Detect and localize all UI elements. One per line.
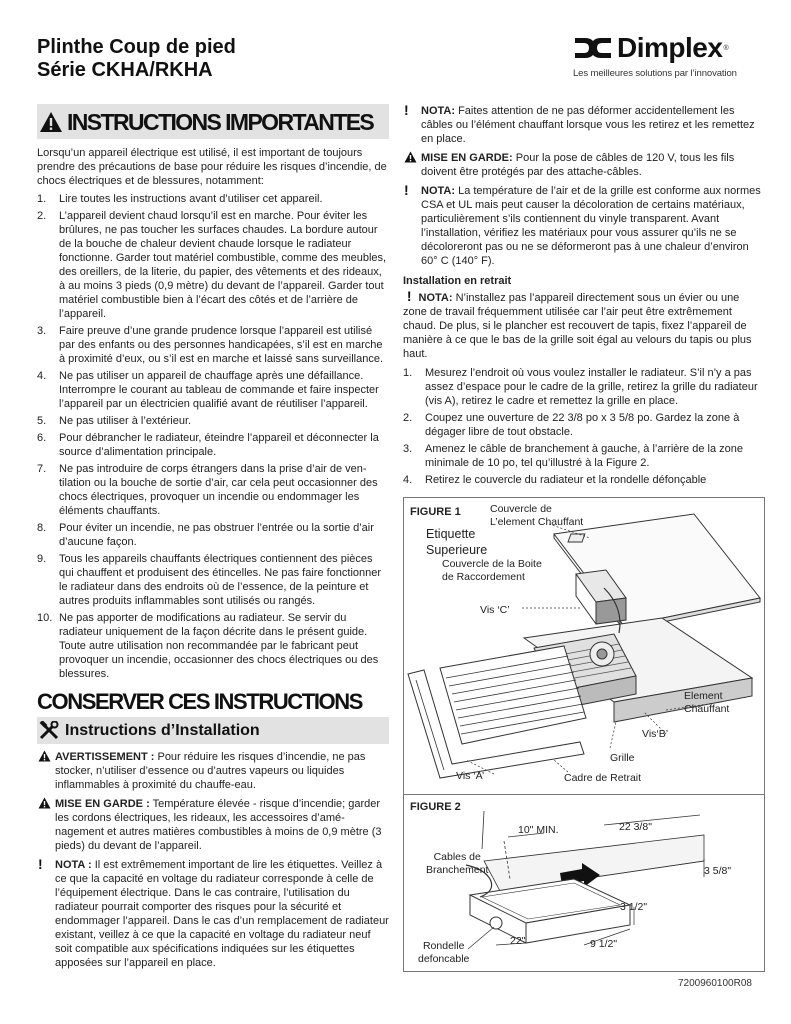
label-top-tag [426,526,487,558]
label-line: Etiquette [426,527,476,541]
list-item [37,552,389,608]
item-number: 9. [37,553,47,565]
item-text: Pour débrancher le radiateur, éteindre l’appareil et déconnecter la source d’alimentation principale. [59,432,379,458]
item-text: L’appareil devient chaud lorsqu’il est en marche. Pour éviter les brûlures, ne pas toucher les surfaces chaudes. La bordure autour de la bouche de chaleur devient chaude lorsque le radiateur fonctionne. Garder tout matériel combustible, comme des meubles, des oreillers, de la literie, du papier, des vêtements et des rideaux, à au moins 3 pieds (0,9 mètre) du devant de l’appareil. Garder tout matériel combustible bien à l’écart des côtés et de l’arrière de l’appareil. [59,210,387,320]
step-text: Retirez le couvercle du radiateur et la rondelle défonçable [425,474,707,486]
figure-2-title: FIGURE 2 [410,801,461,813]
brand-name: Dimplex [617,32,723,63]
recess-heading: Installation en retrait [403,275,512,287]
item-text: Ne pas apporter de modifications au radiateur. Se servir du radiateur uniquement de la façon décrite dans le présent guide. Toute autre utilisation non recommandée par le fabricant peut provoquer un incendie, occasionner des chocs électriques ou des blessures. [59,612,379,680]
dimplex-logo-icon [573,35,613,61]
item-text: Ne pas utiliser un appareil de chauffage après une défaillance. Interrompre le courant au tableau de commande et faire inspecter l’appareil par un électricien qualifié avant de réutiliser l’appareil. [59,370,379,410]
label-washer [418,940,469,966]
label-recess-frame: Cadre de Retrait [564,772,642,784]
nota-label: NOTA: [421,105,456,117]
label-screw-a: Vis ‘A’ [456,770,485,782]
item-number: 6. [37,432,47,444]
step-number: 3. [403,443,413,455]
right-column [403,104,765,490]
label-line: Chauffant [684,703,730,715]
intro-paragraph: Lorsqu’un appareil électrique est utilisé, il est important de toujours prendre des précautions de base pour réduire les risques d’incendie, de chocs électriques et de blessures, notamment: [37,147,387,187]
safety-list [37,192,389,681]
label-line: Couvercle de [490,503,552,515]
dim-height: 3 5/8" [704,865,732,877]
label-line: Superieure [426,543,488,557]
item-text: Ne pas introduire de corps étrangers dans la prise d’air de ventilation ou la bouche de sortie d’air, car cela peut occasionner des chocs électriques, provoquer un incendie ou endommager les éléments chauffants. [59,463,378,517]
item-number: 2. [37,210,47,222]
list-item [37,192,389,206]
item-text: Ne pas utiliser à l’extérieur. [59,415,192,427]
nota-text: La température de l’air et de la grille est conforme aux normes CSA et UL mais peut causer la décoloration de certains matériaux, particulièrement s’ils contiennent du vinyle transparent. Avant l’installation, vérifiez les matériaux pour vous assurer qu’ils ne se décoloreront pas ou ne se déformeront pas à une chaleur d’environ 60° C (140° F). [421,185,761,267]
label-heating-element [684,690,729,716]
item-number: 8. [37,522,47,534]
dim-min: 10" MIN. [518,824,559,836]
step-number: 1. [403,367,413,379]
dim-bottom: 22" [510,935,526,947]
figure-2 [403,794,765,972]
label-line: Rondelle [422,940,465,952]
step-text: Mesurez l’endroit où vous voulez installer le radiateur. S’il n’y a pas assez d’espace pour le cadre de la grille, retirez la grille du radiateur (vis A), retirez le cadre et remettez la grille en place. [425,367,758,407]
list-item [37,431,389,459]
list-item [37,462,389,518]
warning-label: AVERTISSEMENT : [55,751,155,763]
label-line: Cables de [433,851,481,863]
exclamation-icon: ! [403,288,416,304]
warning-triangle-icon [38,797,51,809]
label-line: Couvercle de la Boite [442,558,542,570]
item-text: Faire preuve d’une grande prudence lorsque l’appareil est utilisé par des enfants ou des personnes handicapées, s’il est en marche à proximité d’eux, ou s’il est en marche et laissé sans surveillance. [59,325,384,365]
label-screw-b: Vis‘B’ [642,728,669,740]
installation-heading: Instructions d’Installation [65,721,260,739]
important-instructions-banner [37,104,389,139]
figure-1 [403,497,765,798]
item-text: Lire toutes les instructions avant d’utiliser cet appareil. [59,193,323,205]
brand-tagline: Les meilleures solutions par l’innovation [573,68,737,79]
install-steps [403,366,765,487]
nota-note [403,184,765,268]
dim-depth: 9 1/2" [590,938,618,950]
nota-label: NOTA: [418,292,453,304]
item-number: 3. [37,325,47,337]
conserve-heading: CONSERVER CES INSTRUCTIONS [37,689,363,714]
nota-text: N’installez pas l’appareil directement sous un évier ou une zone de travail fréquemment utilisée car l’air peut être extrêmement chaud. De plus, si le plancher est recouvert de tapis, fixez l’appareil de manière à ce que le bas de la grille soit égal au velours du tapis ou plus haut. [403,292,752,360]
list-item [403,366,765,408]
list-item [37,611,389,681]
title-line-1: Plinthe Coup de pied [37,36,236,58]
caution-label: MISE EN GARDE: [421,152,513,164]
list-item [37,369,389,411]
left-column [37,104,389,975]
document-title [37,36,236,82]
caution-note [37,797,389,853]
document-number: 7200960100R08 [678,978,752,989]
step-text: Coupez une ouverture de 22 3/8 po x 3 5/8 po. Gardez la zone à dégager libre de tout obstacle. [425,412,740,438]
nota-label: NOTA : [55,859,92,871]
label-screw-c: Vis ‘C’ [480,604,510,616]
warning-triangle-icon [38,750,51,762]
brand-registered-mark: ® [723,44,729,52]
title-line-2: Série CKHA/RKHA [37,59,213,81]
warning-triangle-icon [39,111,63,133]
caution-text: Température élevée - risque d’incendie; garder les cordons électriques, les rideaux, les accessoires d’aménagement et autres matières combustibles à moins de 0,9 mètre (3 pieds) du devant de l’appareil. [55,798,382,852]
dim-inner-height: 3 1/2" [620,901,648,913]
item-text: Pour éviter un incendie, ne pas obstruer l’entrée ou la sortie d’air d’aucune façon. [59,522,374,548]
list-item [37,521,389,549]
list-item [37,414,389,428]
warning-note [37,750,389,792]
exclamation-icon: ! [404,102,409,118]
step-number: 2. [403,412,413,424]
label-junction-box [442,558,542,584]
item-number: 5. [37,415,47,427]
list-item [37,209,389,321]
item-number: 1. [37,193,47,205]
nota-text: Faites attention de ne pas déformer accidentellement les câbles ou l’élément chauffant lorsque vous les retirez et les remettez en place. [421,105,755,145]
caution-note [403,151,765,179]
item-number: 10. [37,612,53,624]
item-number: 7. [37,463,47,475]
label-line: L’element Chauffant [490,516,584,528]
step-number: 4. [403,474,413,486]
tools-icon [38,721,60,741]
step-text: Amenez le câble de branchement à gauche, à l’arrière de la zone minimale de 10 po, tel qu’illustré à la Figure 2. [425,443,743,469]
caution-label: MISE EN GARDE : [55,798,150,810]
list-item [403,442,765,470]
main-heading: INSTRUCTIONS IMPORTANTES [67,108,374,135]
exclamation-icon: ! [404,182,409,198]
nota-text: Il est extrêmement important de lire les étiquettes. Veillez à ce que la capacité en voltage du radiateur corresponde à celle de l’équipement électrique. Dans le cas contraire, l’utilisation du radiateur pourrait comporter des risques pour la sécurité et endommager l’appareil. Dans le cas d’un remplacement de radiateur existant, veillez à ce que la capacité en voltage du radiateur neuf soit compatible aux spécifications indiquées sur les étiquettes apposées sur l’appareil en place. [55,859,389,969]
figure-1-title: FIGURE 1 [410,506,461,518]
label-line: Element [684,690,723,702]
item-number: 4. [37,370,47,382]
warning-triangle-icon [404,151,417,163]
label-cover-element [490,503,583,529]
list-item [403,411,765,439]
brand-logo [573,32,763,79]
label-line: defoncable [418,953,470,965]
nota-note [37,858,389,970]
exclamation-icon: ! [38,856,43,872]
label-grille: Grille [610,752,635,764]
label-cables [426,851,488,877]
list-item [403,473,765,487]
list-item [37,324,389,366]
label-line: de Raccordement [442,571,525,583]
warning-text: Pour réduire les risques d’incendie, ne pas stocker, n’utiliser d’essence ou d’autres vapeurs ou liquides inflammables à proximité du chauffe-eau. [55,751,366,791]
item-text: Tous les appareils chauffants électriques contiennent des pièces qui chauffent et produisent des étincelles. Ne pas faire fonctionner le radiateur dans des endroits où de l’essence, de la peinture et autres produits inflammables sont utilisés ou rangés. [59,553,382,607]
nota-label: NOTA: [421,185,456,197]
dim-width-top: 22 3/8" [619,821,652,833]
caution-text: Pour la pose de câbles de 120 V, tous les fils doivent être protégés par des attache-câbles. [421,152,735,178]
label-line: Branchement [426,864,489,876]
nota-note [403,290,765,361]
nota-note [403,104,765,146]
installation-banner [37,717,389,744]
